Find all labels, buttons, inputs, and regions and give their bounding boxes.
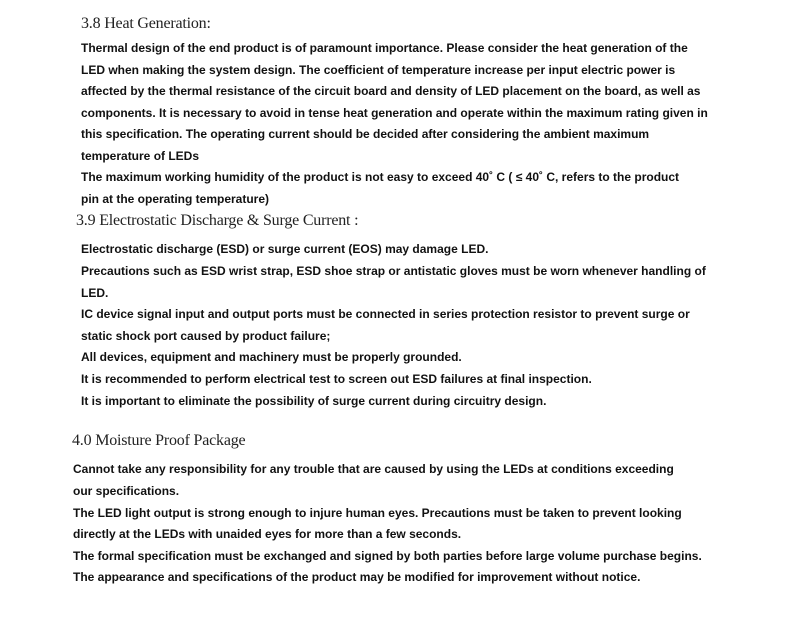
paragraph-line: IC device signal input and output ports must be connected in series protection resistor to prevent surge or bbox=[81, 307, 690, 321]
paragraph-line: The LED light output is strong enough to injure human eyes. Precautions must be taken to prevent looking bbox=[73, 506, 682, 520]
paragraph-line: Thermal design of the end product is of paramount importance. Please consider the heat generation of the bbox=[81, 41, 688, 55]
paragraph-line: Cannot take any responsibility for any trouble that are caused by using the LEDs at conditions exceeding bbox=[73, 462, 674, 476]
paragraph-line: pin at the operating temperature) bbox=[81, 192, 270, 206]
paragraph-line: this specification. The operating current should be decided after considering the ambient maximum bbox=[81, 127, 650, 141]
paragraph-line: components. It is necessary to avoid in tense heat generation and operate within the maximum rating given in bbox=[81, 106, 708, 120]
paragraph-line: our specifications. bbox=[73, 484, 180, 498]
paragraph-line: It is important to eliminate the possibility of surge current during circuitry design. bbox=[81, 394, 547, 408]
paragraph-line: directly at the LEDs with unaided eyes for more than a few seconds. bbox=[73, 527, 462, 541]
section-heading-moisture-proof: 4.0 Moisture Proof Package bbox=[72, 432, 246, 449]
paragraph-line: static shock port caused by product failure; bbox=[81, 329, 331, 343]
paragraph-line: All devices, equipment and machinery must be properly grounded. bbox=[81, 350, 462, 364]
paragraph-line: temperature of LEDs bbox=[81, 149, 200, 163]
paragraph-line: LED. bbox=[81, 286, 109, 300]
paragraph-line: Electrostatic discharge (ESD) or surge current (EOS) may damage LED. bbox=[81, 242, 489, 256]
paragraph-line: LED when making the system design. The coefficient of temperature increase per input electric power is bbox=[81, 63, 676, 77]
paragraph-line: The maximum working humidity of the product is not easy to exceed 40˚ C ( ≤ 40˚ C, refers to the product bbox=[81, 170, 680, 184]
paragraph-line: affected by the thermal resistance of the circuit board and density of LED placement on the board, as well as bbox=[81, 84, 701, 98]
paragraph-line: The formal specification must be exchanged and signed by both parties before large volume purchase begins. bbox=[73, 549, 702, 563]
section-heading-heat-generation: 3.8 Heat Generation: bbox=[81, 15, 211, 32]
paragraph-line: It is recommended to perform electrical test to screen out ESD failures at final inspection. bbox=[81, 372, 592, 386]
paragraph-line: The appearance and specifications of the product may be modified for improvement without notice. bbox=[73, 570, 641, 584]
section-heading-esd-surge: 3.9 Electrostatic Discharge & Surge Current : bbox=[76, 212, 359, 229]
paragraph-line: Precautions such as ESD wrist strap, ESD shoe strap or antistatic gloves must be worn whenever handling of bbox=[81, 264, 706, 278]
